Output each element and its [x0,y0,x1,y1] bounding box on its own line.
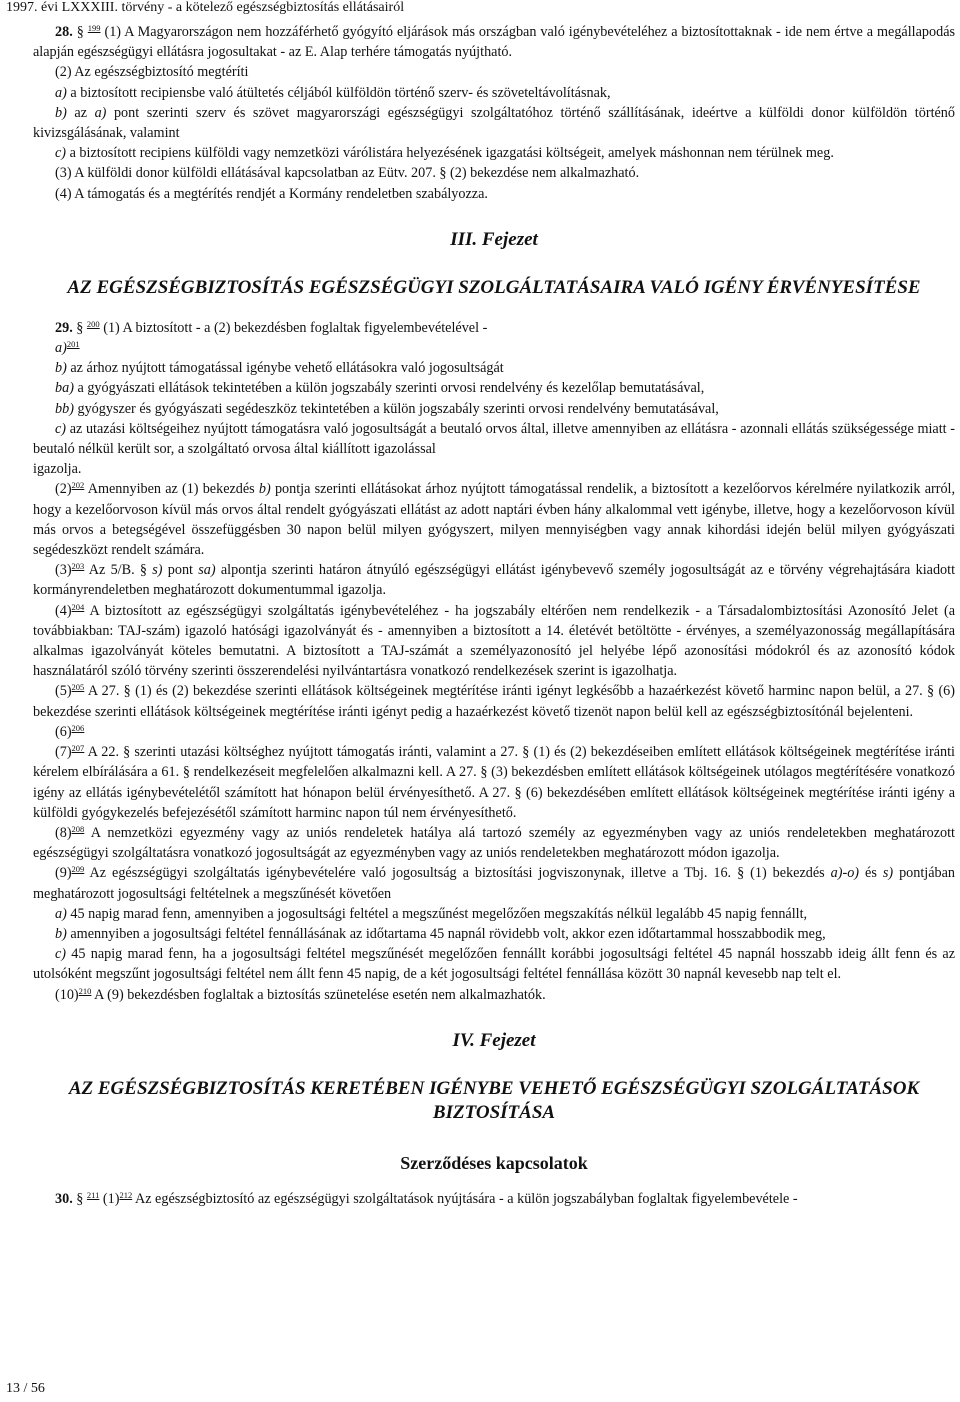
footnote-ref-207[interactable]: 207 [71,743,85,754]
chapter-3-title: AZ EGÉSZSÉGBIZTOSÍTÁS EGÉSZSÉGÜGYI SZOLGÁLTATÁSAIRA VALÓ IGÉNY ÉRVÉNYESÍTÉSE [67,276,921,298]
section-30-para-1: 30. § $^{211}$ $(1)^{212}$ Az egészségbiztosító az egészségügyi szolgáltatások nyújtására - a külön jogszabályban foglaltak figyelembevétele - [55,1189,798,1207]
footnote-ref-200[interactable]: 200 [86,318,100,329]
section-28-para-1: 28. § $^{199}$ (1) A Magyarországon nem hozzáférhető gyógyító eljárások más országban való igénybevételéhez a biztosítottaknak - ide nem értve a megállapodás alapján egészségügyi ellátásra jogosultakat - az E. Alap terhére támogatás nyújtható. [33,23,956,61]
chapter-3-label: III. Fejezet [450,228,538,250]
page-number: 13 / 56 [6,1381,45,1396]
section-29-para-9-point-b: b) amennyiben a jogosultsági feltétel fennállásának az időtartama 45 napnál rövidebb volt, akkor ezen időtartammal hosszabbodik meg, [55,925,826,942]
section-28-point-c: c) a biztosított recipiens külföldi vagy nemzetközi várólistára helyezésének igazgatási költségeit, amelyek máshonnan nem térülnek meg. [55,145,834,162]
section-29-para-9-point-a: a) 45 napig marad fenn, amennyiben a jogosultsági feltétel a megszűnést megelőzően megszakítás nélkül legalább 45 napig fennállt, [55,905,808,922]
footnote-ref-209[interactable]: 209 [71,864,85,875]
footnote-ref-206[interactable]: 206 [71,722,85,733]
section-28-para-3: (3) A külföldi donor külföldi ellátásával kapcsolatban az Eütv. 207. § (2) bekezdése nem alkalmazható. [55,165,640,182]
footnote-ref-203[interactable]: 203 [71,561,85,572]
section-29-point-c: c) az utazási költségeihez nyújtott támogatásra való jogosultságát a beutaló orvos által, illetve amennyiben az ellátásra - azonnali ellátás szükségessége miatt - beutaló nélkül került sor, a szolgáltató orvosa által kiállított igazolással [33,420,955,458]
section-30-number: 30. [55,1190,73,1207]
section-29-para-2: $(2)^{202}$ Amennyiben az (1) bekezdés b) pontja szerinti ellátásokat árhoz nyújtott támogatással rendelik, a biztosított a kezelőorvos kérelmére nyilatkozik arról, hogy a kezelőorvoson kívül más orvos által rendelt gyógyászati ellátást az adott naptári évben hány alkalommal vett igénybe, illetve, hogy a kezelőorvoson kívül más orvos a betegségével összefüggésben 30 napon belül milyen gyógyszert, milyen mennyiségben vagy annak kihordási idején belül milyen gyógyászati segédeszközt rendelt számára. [33,480,956,559]
section-28-para-4: (4) A támogatás és a megtérítés rendjét a Kormány rendeletben szabályozza. [55,185,488,202]
chapter-4-label: IV. Fejezet [452,1029,536,1051]
footnote-ref-201[interactable]: 201 [66,339,80,350]
section-28-para-2: (2) Az egészségbiztosító megtéríti [55,64,249,81]
document-body [33,22,955,1209]
footnote-ref-202[interactable]: 202 [71,480,85,491]
section-28-point-a: a) a biztosított recipiensbe való átültetés céljából külföldön történő szerv- és szöveteltávolításnak, [55,84,611,101]
section-29-para-4: $(4)^{204}$ A biztosított az egészségügyi szolgáltatás igénybevételéhez - ha jogszabály eltérően nem rendelkezik - a Társadalombiztosítási Azonosító Jelet (a továbbiakban: TAJ-szám) igazoló hatósági igazolványát és - amennyiben a biztosított a 14. életévét betöltötte - érvényes, a személyazonosság megállapítására alkalmas igazolványát köteles bemutatni. A biztosított a TAJ-számát a személyazonosító jel helyébe lépő azonosítási módokról és az azonosító kódok használatáról szóló törvény szerinti összerendelési nyilvántartásra vonatkozó rendelkezések szerint is igazolhatja. [33,601,956,680]
section-29-para-7: $(7)^{207}$ A 22. § szerinti utazási költséghez nyújtott támogatás iránti, valamint a 27. § (1) és (2) bekezdéseiben említett ellátások költségeinek megtérítése iránti kérelem elbírálására a 61. § rendelkezéseit megfelelően alkalmazni kell. A 27. § (3) bekezdésben említett ellátások költségeinek utólagos megtérítésére vonatkozó igény az ellátás igénybevételétől számított hat hónapon belül érvényesíthető. A 27. § (6) bekezdésében említett ellátások költségeinek megtérítése iránti igény a külföldi gyógykezelés befejezésétől számított harminc napon túl nem érvényesíthető. [33,743,955,821]
section-29-point-ba: ba) a gyógyászati ellátások tekintetében a külön jogszabály szerinti orvosi rendelvény és kezelőlap bemutatásával, [55,380,705,397]
footnote-ref-205[interactable]: 205 [71,682,85,693]
section-29-number: 29. [55,319,73,336]
chapter-4-title: AZ EGÉSZSÉGBIZTOSÍTÁS KERETÉBEN IGÉNYBE VEHETŐ EGÉSZSÉGÜGYI SZOLGÁLTATÁSOK BIZTOSÍTÁSA [68,1077,920,1123]
section-29-closing: igazolja. [33,461,82,478]
section-28-point-b: b) az a) pont szerinti szerv és szövet magyarországi egészségügyi szolgáltatóhoz történő szállításának, ideértve a külföldi donor külföldön történő kivizsgálásának, valamint [33,104,955,142]
section-29-point-a: a)$^{201}$ [55,339,80,357]
section-29-para-10: $(10)^{210}$ A (9) bekezdésben foglaltak a biztosítás szünetelése esetén nem alkalmazhatók. [55,985,546,1003]
footnote-ref-208[interactable]: 208 [71,823,85,834]
footnote-ref-212[interactable]: 212 [119,1189,133,1200]
section-29-para-1: 29. § $^{200}$ (1) A biztosított - a (2) bekezdésben foglaltak figyelembevételével - [55,318,488,336]
footnote-ref-199[interactable]: 199 [87,23,101,33]
section-29-para-3: $(3)^{203}$ Az 5/B. § s) pont sa) alpontja szerinti határon átnyúló egészségügyi ellátást igénybevevő személy jogosultságát az e törvény végrehajtására kiadott kormányrendeletben meghatározott dokumentummal igazolja. [33,561,956,599]
section-29-point-b: b) az árhoz nyújtott támogatással igénybe vehető ellátásokra való jogosultságát [55,360,504,377]
section-29-para-8: $(8)^{208}$ A nemzetközi egyezmény vagy az uniós rendeletek hatálya alá tartozó személy az egyezményben vagy az uniós rendeletekben meghatározott egészségügyi szolgáltatásra vonatkozó jogosultságát az egyezményben vagy az uniós rendeletekben meghatározott módon igazolja. [33,823,955,862]
section-29-point-bb: bb) gyógyszer és gyógyászati segédeszköz tekintetében a külön jogszabály szerinti orvosi rendelvény bemutatásával, [55,400,719,417]
section-28-number: 28. [55,24,73,40]
running-header: 1997. évi LXXXIII. törvény - a kötelező egészségbiztosítás ellátásairól [6,0,405,15]
section-29-para-9: $(9)^{209}$ Az egészségügyi szolgáltatás igénybevételére való jogosultság a biztosítási jogviszonynak, illetve a Tbj. 16. § (1) bekezdés a)-o) és s) pontjában meghatározott jogosultsági feltételnek a megszűnését követően [33,864,956,902]
chapter-4-subtitle: Szerződéses kapcsolatok [400,1152,588,1173]
footnote-ref-211[interactable]: 211 [86,1189,100,1200]
footnote-ref-210[interactable]: 210 [78,985,92,996]
section-29-para-6: $(6)^{206}$ [55,722,85,740]
footnote-ref-204[interactable]: 204 [71,601,85,612]
section-29-para-5: $(5)^{205}$ A 27. § (1) és (2) bekezdése szerinti ellátások költségeinek megtérítése iránti igényt legkésőbb a hazaérkezést követő harminc napon belül, a 27. § (6) bekezdése szerinti ellátások költségeinek megtérítése iránti igényt pedig a hazaérkezést követő tizenöt napon belül kell az egészségbiztosítónál bejelenteni. [33,682,956,720]
section-29-para-9-point-c: c) 45 napig marad fenn, ha a jogosultsági feltétel megszűnését megelőzően fennállt korábbi jogosultsági feltétel 45 napnál hosszabb ideig állt fenn és az utolsóként megszűnt jogosultsági feltétel nem állt fenn 45 napig, de a két jogosultsági feltétel fennállása között 30 napnál kevesebb nap telt el. [33,946,956,983]
